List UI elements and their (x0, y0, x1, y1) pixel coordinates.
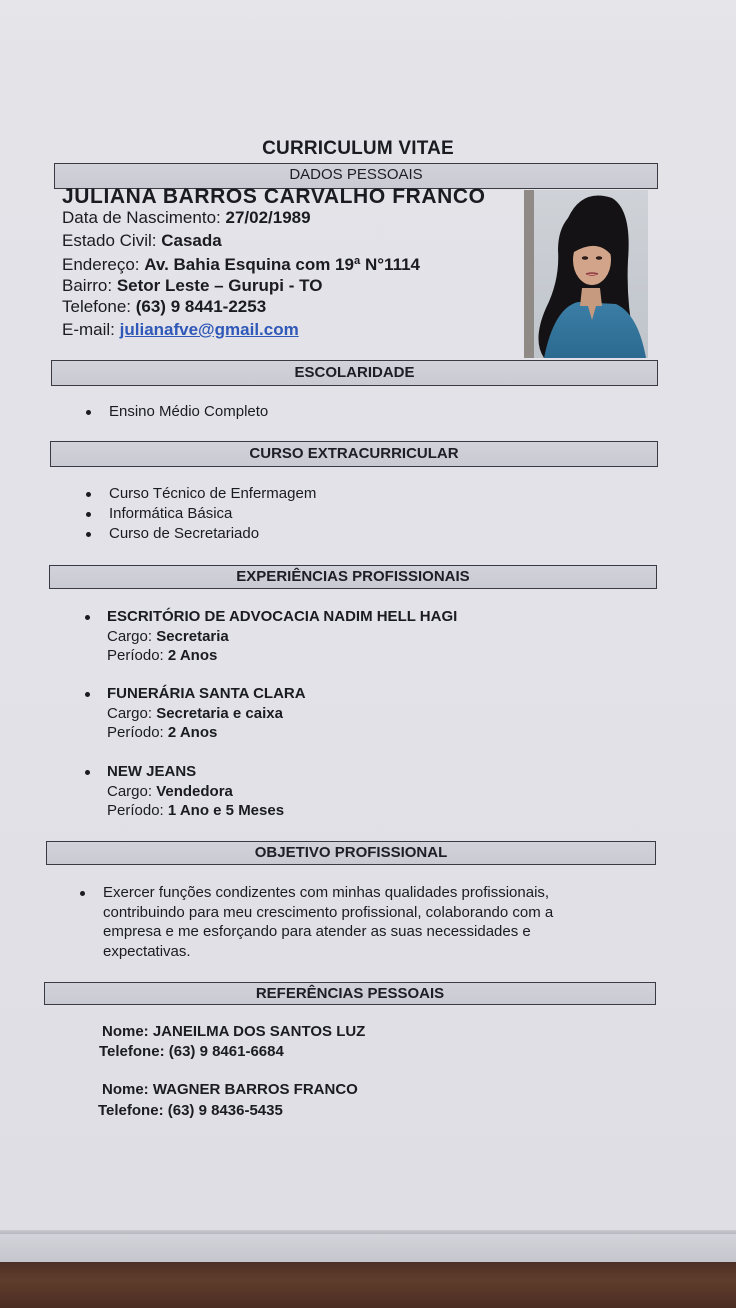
email-line (62, 319, 299, 340)
section-header-experience: EXPERIÊNCIAS PROFISSIONAIS (49, 565, 657, 589)
section-header-personal: DADOS PESSOAIS (54, 163, 658, 189)
reference-name: Nome: WAGNER BARROS FRANCO (102, 1081, 358, 1098)
role-value: Secretaria (156, 627, 229, 645)
phone-label: Telefone: (62, 297, 131, 316)
role-label: Cargo: (107, 704, 153, 722)
civil-status-line (62, 230, 222, 251)
address-value: Av. Bahia Esquina com 19ª N°1114 (144, 255, 421, 274)
address-line (62, 254, 420, 275)
company-name: NEW JEANS (82, 762, 284, 782)
wooden-surface (0, 1262, 736, 1308)
document-title: CURRICULUM VITAE (262, 138, 454, 159)
experience-item (82, 607, 457, 666)
objective-line: Exercer funções condizentes com minhas qualidades profissionais, (75, 883, 553, 903)
civil-value: Casada (161, 231, 222, 250)
email-label: E-mail: (62, 320, 115, 339)
role-label: Cargo: (107, 782, 153, 800)
period-value: 1 Ano e 5 Meses (167, 802, 285, 819)
section-header-references: REFERÊNCIAS PESSOAIS (44, 982, 656, 1005)
paper-shadow (0, 1234, 736, 1262)
civil-label: Estado Civil: (62, 231, 157, 250)
company-name: FUNERÁRIA SANTA CLARA (82, 684, 306, 704)
birth-date-line (62, 207, 311, 228)
reference-name: Nome: JANEILMA DOS SANTOS LUZ (102, 1023, 366, 1040)
list-item: Curso de Secretariado (82, 524, 316, 544)
list-item: Curso Técnico de Enfermagem (82, 484, 316, 504)
birth-value: 27/02/1989 (225, 208, 311, 227)
company-name: ESCRITÓRIO DE ADVOCACIA NADIM HELL HAGI (82, 607, 457, 627)
list-item: Ensino Médio Completo (82, 402, 268, 422)
role-value: Secretaria e caixa (156, 704, 283, 722)
list-item: Informática Básica (82, 504, 316, 524)
role-label: Cargo: (107, 627, 153, 645)
phone-line (62, 296, 266, 317)
candidate-name: JULIANA BARROS CARVALHO FRANCO (62, 185, 486, 208)
section-header-objective: OBJETIVO PROFISSIONAL (46, 841, 656, 865)
experience-item (82, 684, 306, 743)
section-header-education: ESCOLARIDADE (51, 360, 658, 386)
objective-text (75, 883, 553, 961)
reference-phone: Telefone: (63) 9 8461-6684 (99, 1043, 284, 1060)
objective-line: contribuindo para meu crescimento profissional, colaborando com a (103, 903, 554, 921)
period-value: 2 Anos (167, 647, 218, 664)
objective-line: expectativas. (103, 942, 191, 960)
phone-value: (63) 9 8441-2253 (135, 297, 267, 316)
role-value: Vendedora (156, 782, 233, 800)
profile-photo (524, 190, 648, 358)
objective-line: empresa e me esforçando para atender as suas necessidades e (103, 923, 531, 940)
profile-photo-drawing (524, 190, 648, 358)
district-label: Bairro: (62, 276, 113, 295)
district-line (62, 275, 322, 296)
reference-phone: Telefone: (63) 9 8436-5435 (98, 1102, 283, 1119)
experience-item (82, 762, 284, 821)
period-value: 2 Anos (167, 724, 218, 741)
period-label: Período: (107, 802, 164, 819)
address-label: Endereço: (62, 255, 140, 274)
section-header-courses: CURSO EXTRACURRICULAR (50, 441, 658, 467)
education-list (82, 402, 268, 422)
courses-list (82, 484, 316, 544)
period-label: Período: (107, 724, 164, 741)
period-label: Período: (107, 647, 164, 664)
birth-label: Data de Nascimento: (62, 208, 221, 227)
district-value: Setor Leste – Gurupi - TO (116, 276, 323, 295)
email-link[interactable]: julianafve@gmail.com (119, 320, 299, 339)
